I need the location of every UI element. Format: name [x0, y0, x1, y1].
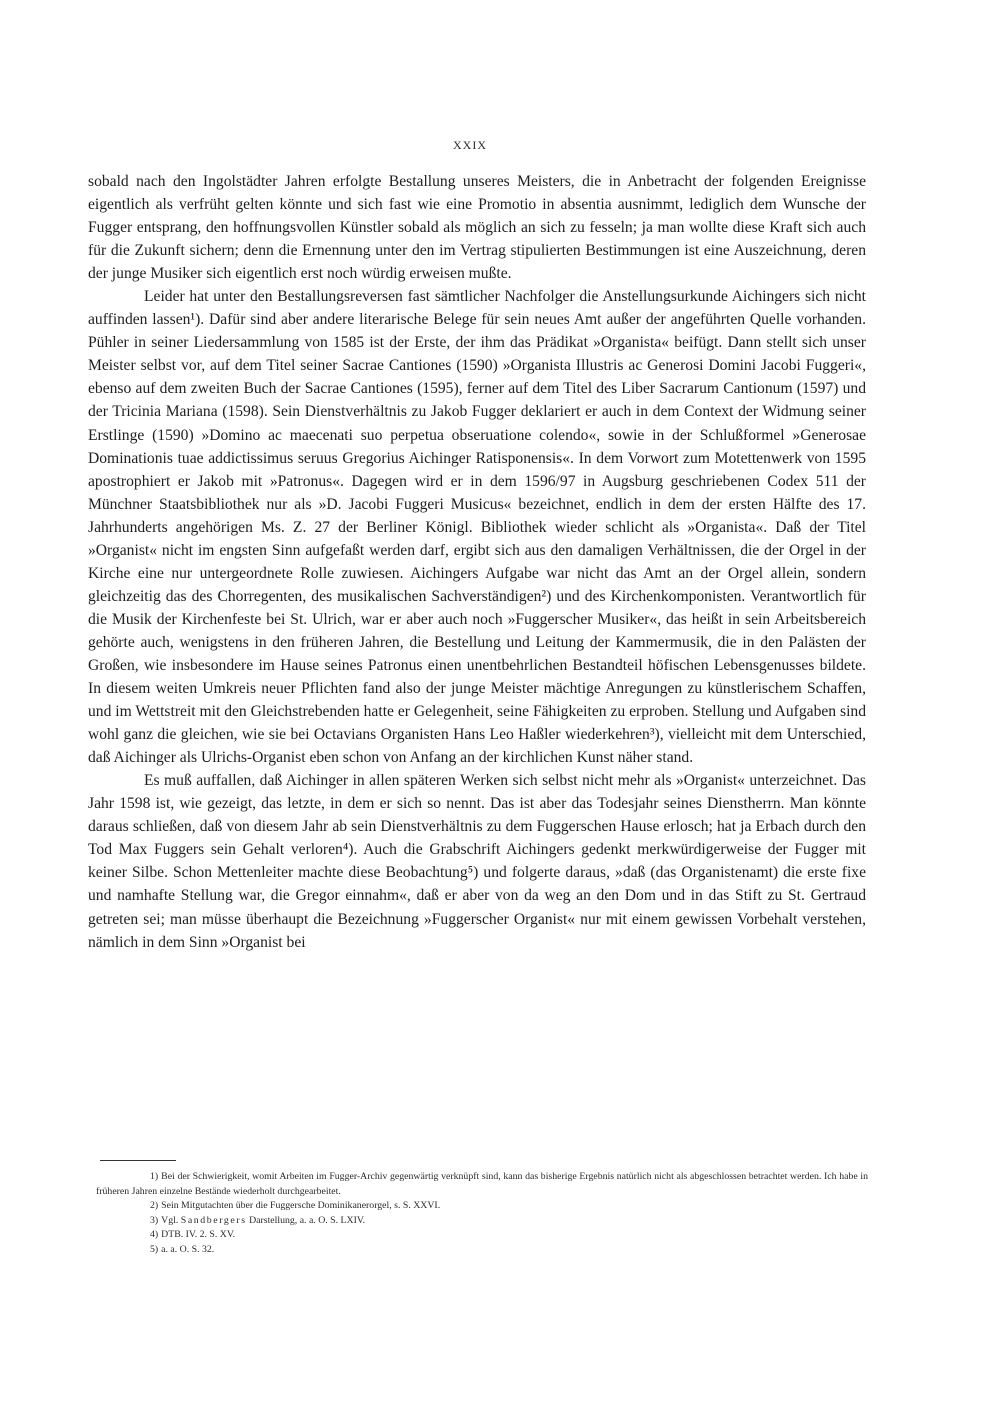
paragraph-continuation: sobald nach den Ingolstädter Jahren erfolgte Bestallung unseres Meisters, die in Anbetracht der folgenden Ereignisse eigentlich als verfrüht gelten könnte und sich fast wie eine Promotio in absentia ausnimmt, lediglich dem Wunsche der Fugger entsprang, den hoffnungsvollen Künstler sobald als möglich an sich zu fesseln; ja man wollte diese Kraft sich auch für die Zukunft sichern; denn die Ernennung unter den im Vertrag stipulierten Bestimmungen ist eine Auszeichnung, deren der junge Musiker sich eigentlich erst noch würdig erweisen mußte. — [88, 173, 866, 283]
footnote-text: Bei der Schwierigkeit, womit Arbeiten im Fugger-Archiv gegenwärtig verknüpft sind, kann das bisherige Ergebnis natürlich nicht als abgeschlossen betrachtet werden. Ich habe in früheren Jahren einzelne Bestände wiederholt durchgearbeitet. — [96, 1171, 868, 1197]
footnote-text: DTB. IV. 2. S. XV. — [161, 1229, 236, 1241]
footnote-2 — [96, 1199, 868, 1214]
paragraph-organist: Es muß auffallen, daß Aichinger in allen späteren Werken sich selbst nicht mehr als »Organist« unterzeichnet. Das Jahr 1598 ist, wie gezeigt, das letzte, in dem er sich so nennt. Das ist aber das Todesjahr seines Dienstherrn. Man könnte daraus schließen, daß von diesem Jahr ab sein Dienstverhältnis zu dem Fuggerschen Hause erlosch; hat ja Erbach durch den Tod Max Fuggers sein Gehalt verloren⁴). Auch die Grabschrift Aichingers gedenkt merkwürdigerweise der Fugger mit keiner Silbe. Schon Mettenleiter machte diese Beobachtung⁵) und folgerte daraus, »daß (das Organistenamt) die erste fixe und namhafte Stellung war, die Gregor einnahm«, daß er aber von da weg an den Dom und in das Stift zu St. Gertraud getreten sei; man müsse überhaupt die Bezeichnung »Fuggerscher Organist« nur mit einem gewissen Vorbehalt verstehen, nämlich in dem Sinn »Organist bei — [88, 772, 866, 951]
footnote-number: 3) — [150, 1214, 159, 1226]
footnote-1 — [96, 1170, 868, 1199]
page-number: XXIX — [453, 138, 487, 152]
footnote-number: 4) — [150, 1229, 159, 1241]
footnotes — [96, 1170, 868, 1258]
footnote-separator-rule — [100, 1160, 176, 1161]
footnote-3 — [96, 1214, 868, 1229]
paragraph-bestallung: Leider hat unter den Bestallungsreversen fast sämtlicher Nachfolger die Anstellungsurkunde Aichingers sich nicht auffinden lassen¹). Dafür sind aber andere literarische Belege für sein neues Amt außer der angeführten Quelle vorhanden. Pühler in seiner Liedersammlung von 1585 ist der Erste, der ihm das Prädikat »Organista« beifügt. Dann stellt sich unser Meister selbst vor, auf dem Titel seiner Sacrae Cantiones (1590) »Organista Illustris ac Generosi Domini Jacobi Fuggeri«, ebenso auf dem zweiten Buch der Sacrae Cantiones (1595), ferner auf dem Titel des Liber Sacrarum Cantionum (1597) und der Tricinia Mariana (1598). Sein Dienstverhältnis zu Jakob Fugger deklariert er auch in dem Context der Widmung seiner Erstlinge (1590) »Domino ac maecenati suo perpetua obseruatione colendo«, sowie in der Schlußformel »Generosae Dominationis tuae addictissimus seruus Gregorius Aichinger Ratisponensis«. In dem Vorwort zum Motettenwerk von 1595 apostrophiert er Jakob mit »Patronus«. Dagegen wird er in dem 1596/97 in Augsburg geschriebenen Codex 511 der Münchner Staatsbibliothek nur als »D. Jacobi Fuggeri Musicus« bezeichnet, endlich in dem der ersten Hälfte des 17. Jahrhunderts angehörigen Ms. Z. 27 der Berliner Königl. Bibliothek wieder schlicht als »Organista«. Daß der Titel »Organist« nicht im engsten Sinn aufgefaßt werden darf, ergibt sich aus den damaligen Verhältnissen, die der Orgel in der Kirche eine nur untergeordnete Rolle zuwiesen. Aichingers Aufgabe war nicht das Amt an der Orgel allein, sondern gleichzeitig das des Chorregenten, des musikalischen Sachverständigen²) und des Kirchenkomponisten. Verantwortlich für die Musik der Kirchenfeste bei St. Ulrich, war er aber auch noch »Fuggerscher Musiker«, das heißt in sein Arbeitsbereich gehörte auch, wenigstens in den früheren Jahren, die Bestellung und Leitung der Kammermusik, die in den Palästen der Großen, wie insbesondere im Hause seines Patronus einen unentbehrlichen Bestandteil höfischen Lebensgenusses bildete. In diesem weiten Umkreis neuer Pflichten fand also der junge Meister mächtige Anregungen zu künstlerischem Schaffen, und im Wettstreit mit den Gleichstrebenden hatte er Gelegenheit, seine Fähigkeiten zu erproben. Stellung und Aufgaben sind wohl ganz die gleichen, wie sie bei Octavians Organisten Hans Leo Haßler wiederkehren³), vielleicht mit dem Unterschied, daß Aichinger als Ulrichs-Organist eben schon von Anfang an der kirchlichen Kunst näher stand. — [88, 288, 866, 767]
footnote-author-name: Sandbergers — [180, 1214, 247, 1226]
footnote-text: Sein Mitgutachten über die Fuggersche Dominikanerorgel, s. S. XXVI. — [161, 1200, 441, 1212]
body-text — [88, 170, 866, 954]
footnote-text-prefix: Vgl. — [161, 1214, 181, 1226]
footnote-number: 5) — [150, 1243, 159, 1255]
footnote-number: 1) — [150, 1171, 159, 1182]
footnote-number: 2) — [150, 1200, 159, 1212]
footnote-text: a. a. O. S. 32. — [161, 1243, 215, 1255]
footnote-text-suffix: Darstellung, a. a. O. S. LXIV. — [246, 1214, 366, 1226]
footnote-5 — [96, 1243, 868, 1258]
footnote-4 — [96, 1228, 868, 1243]
